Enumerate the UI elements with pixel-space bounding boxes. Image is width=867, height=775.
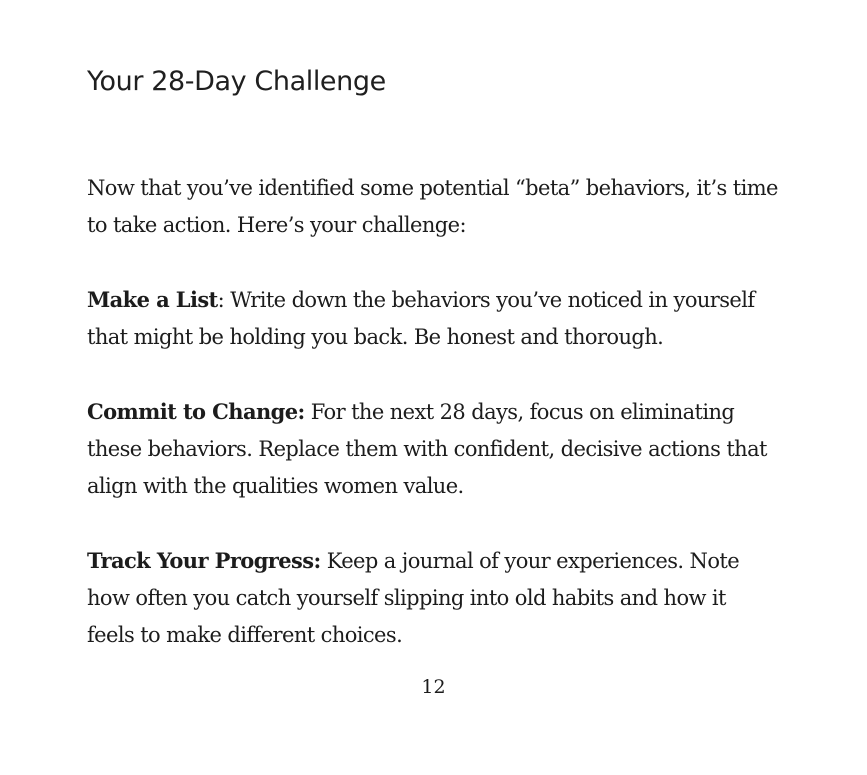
challenge-item-track-your-progress [87, 542, 779, 654]
challenge-description: For the next 28 days, focus on eliminating these behaviors. Replace them with confident, decisive actions that align with the qualities women value. [87, 400, 767, 498]
body-text [87, 170, 779, 691]
challenge-term: Make a List [87, 287, 218, 312]
challenge-description: Keep a journal of your experiences. Note how often you catch yourself slipping into old habits and how it feels to make different choices. [87, 549, 740, 647]
challenge-term: Commit to Change: [87, 399, 305, 424]
term-separator: : [217, 288, 231, 312]
challenge-description: Write down the behaviors you’ve noticed in yourself that might be holding you back. Be honest and thorough. [87, 288, 755, 349]
page-number: 12 [421, 676, 446, 698]
challenge-term: Track Your Progress: [87, 548, 321, 573]
challenge-item-make-a-list [87, 281, 779, 356]
section-heading: Your 28-Day Challenge [87, 66, 386, 97]
challenge-item-commit-to-change [87, 393, 779, 505]
intro-paragraph: Now that you’ve identified some potential “beta” behaviors, it’s time to take action. Here’s your challenge: [87, 176, 778, 237]
